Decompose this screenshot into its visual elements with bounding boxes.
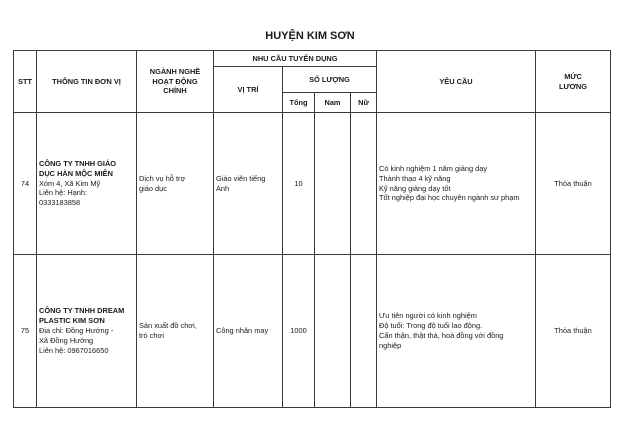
requirement-item: Độ tuổi: Trong độ tuổi lao động.	[379, 321, 483, 331]
position-line2: Anh	[216, 183, 230, 193]
header-industry	[137, 51, 214, 113]
table-row	[14, 113, 611, 255]
header-total: Tổng	[283, 93, 315, 113]
row-requirements	[377, 255, 536, 408]
company-address-line2: Xã Đồng Hướng	[39, 335, 94, 345]
page-title: HUYỆN KIM SƠN	[265, 30, 355, 42]
recruitment-table	[13, 50, 611, 408]
industry-line2: giáo dục	[139, 183, 167, 193]
company-name-line2: DỤC HÀN MỘC MIÊN	[39, 168, 113, 178]
row-position: Công nhân may	[214, 255, 283, 408]
header-demand: NHU CẦU TUYỂN DỤNG	[214, 51, 377, 67]
requirement-item: Tốt nghiệp đại học chuyên ngành sư phạm	[379, 193, 520, 203]
header-industry-line2: HOẠT ĐỘNG	[152, 76, 198, 86]
row-company-info	[37, 255, 137, 408]
header-industry-line1: NGÀNH NGHỀ	[149, 66, 201, 76]
row-total: 10	[283, 113, 315, 255]
company-name-line2: PLASTIC KIM SƠN	[39, 316, 105, 326]
header-industry-line3: CHÍNH	[163, 86, 187, 96]
row-female	[351, 255, 377, 408]
row-salary: Thỏa thuận	[536, 113, 611, 255]
row-company-info	[37, 113, 137, 255]
row-female	[351, 113, 377, 255]
header-salary-line2: LƯƠNG	[558, 81, 588, 91]
row-industry	[137, 255, 214, 408]
company-address: Xóm 4, Xã Kim Mỹ	[39, 178, 101, 188]
header-male: Nam	[315, 93, 351, 113]
requirement-item: nghiệp	[379, 340, 402, 350]
position-line1: Giáo viên tiếng	[216, 173, 266, 183]
header-requirements: YÊU CẦU	[377, 51, 536, 113]
industry-line2: trò chơi	[139, 331, 164, 340]
header-female: Nữ	[351, 93, 377, 113]
row-position	[214, 113, 283, 255]
header-info: THÔNG TIN ĐƠN VỊ	[37, 51, 137, 113]
company-contact: Liên hệ: 0967016650	[39, 345, 109, 355]
company-contact-line1: Liên hệ: Hạnh:	[39, 188, 88, 198]
header-salary-line1: MỨC	[564, 71, 582, 81]
industry-line1: Sản xuất đồ chơi,	[139, 321, 197, 331]
row-stt: 74	[14, 113, 37, 255]
header-position: VỊ TRÍ	[214, 67, 283, 113]
row-male	[315, 113, 351, 255]
requirement-item: Kỹ năng giảng dạy tốt	[379, 183, 451, 193]
header-quantity: SỐ LƯỢNG	[283, 67, 377, 93]
company-name-line1: CÔNG TY TNHH GIÁO	[39, 158, 117, 168]
requirement-item: Cẩn thận, thật thà, hoà đồng với đồng	[379, 331, 504, 340]
header-salary	[536, 51, 611, 113]
header-stt: STT	[14, 51, 37, 113]
company-name-line1: CÔNG TY TNHH DREAM	[39, 306, 125, 316]
company-contact-line2: 0333183858	[39, 198, 81, 208]
row-industry	[137, 113, 214, 255]
requirement-item: Ưu tiên người có kinh nghiệm	[379, 311, 477, 321]
table-row	[14, 255, 611, 408]
row-salary: Thỏa thuận	[536, 255, 611, 408]
row-stt: 75	[14, 255, 37, 408]
requirement-item: Thành thạo 4 kỹ năng	[379, 173, 451, 183]
requirement-item: Có kinh nghiệm 1 năm giảng dạy	[379, 163, 488, 173]
company-address-line1: Địa chỉ: Đồng Hướng -	[39, 326, 114, 335]
industry-line1: Dịch vụ hỗ trợ	[139, 173, 186, 183]
row-total: 1000	[283, 255, 315, 408]
row-requirements	[377, 113, 536, 255]
row-male	[315, 255, 351, 408]
